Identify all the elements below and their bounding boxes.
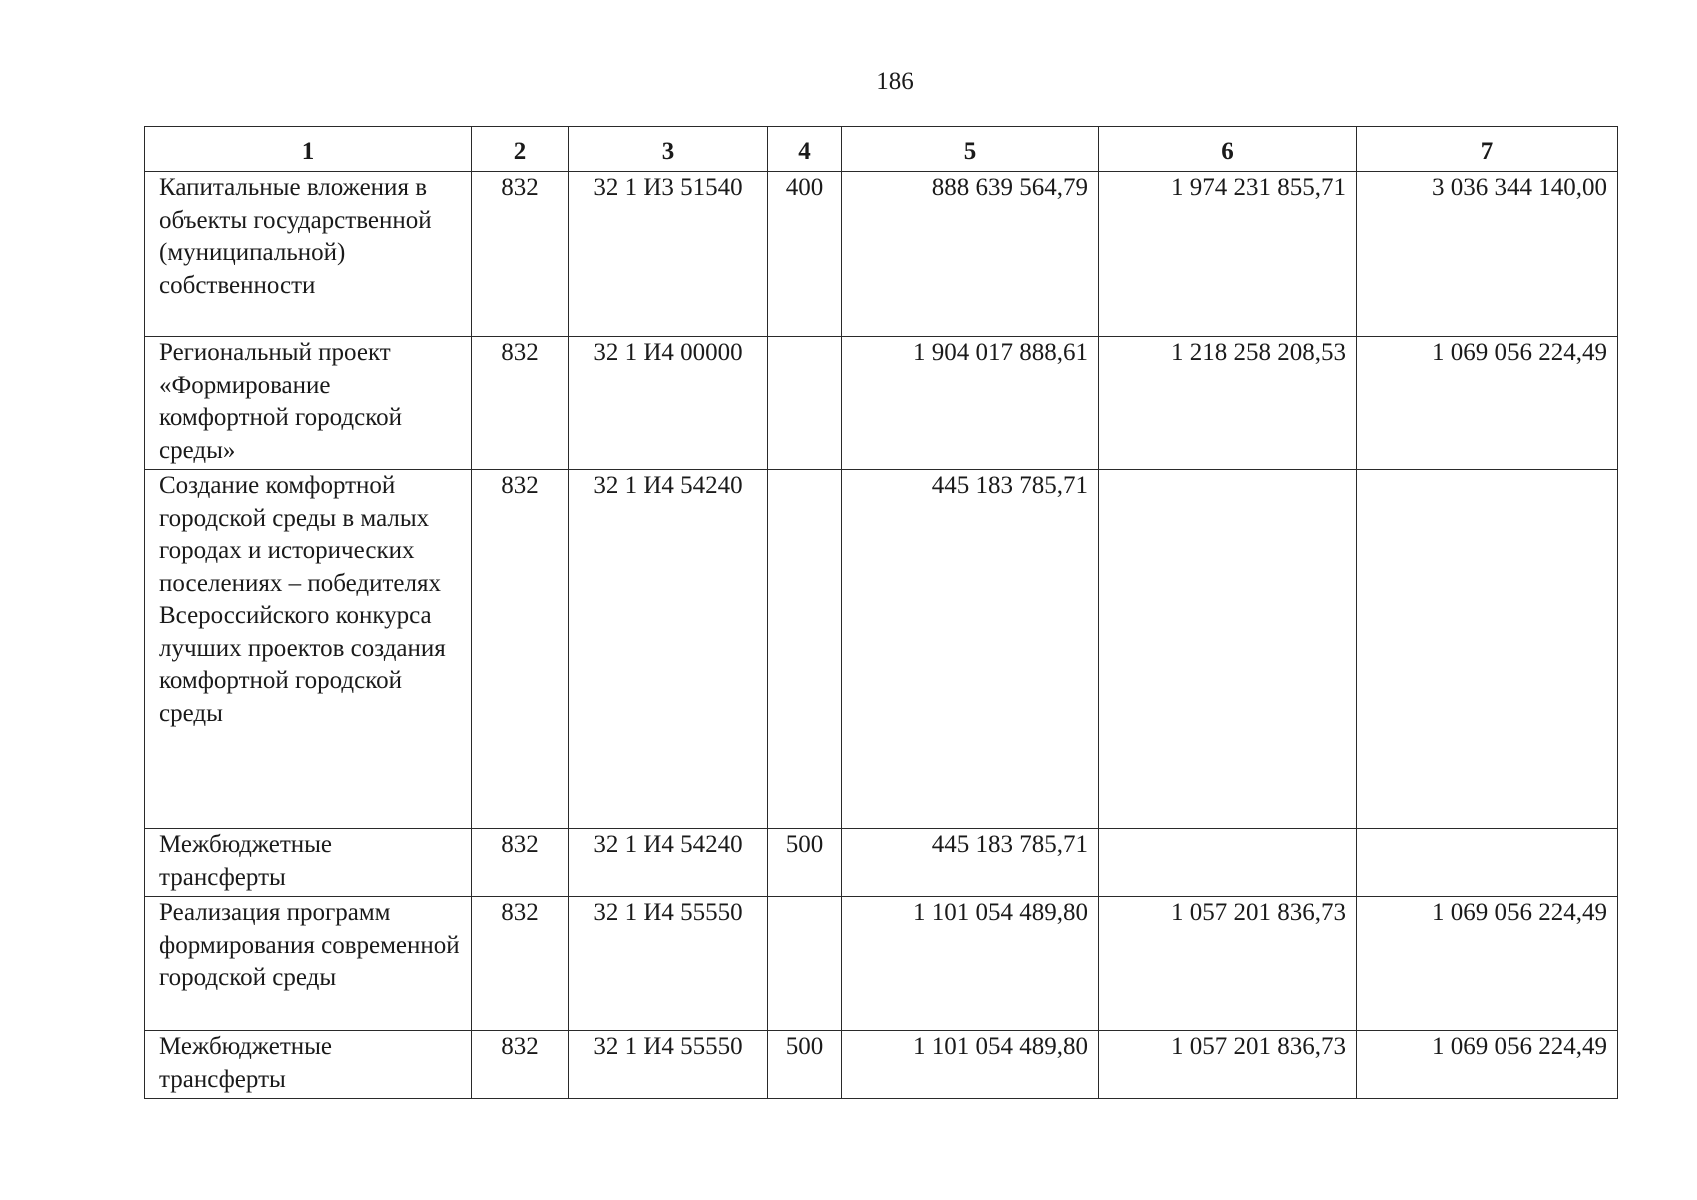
row-amount-3: 1 069 056 224,49	[1357, 1031, 1618, 1099]
row-ministry: 832	[472, 829, 569, 897]
row-expense-type: 500	[768, 829, 842, 897]
table-row	[145, 829, 1618, 897]
row-ministry: 832	[472, 897, 569, 1031]
header-row	[145, 127, 1618, 172]
row-target-code: 32 1 И4 55550	[569, 1031, 768, 1099]
row-amount-2: 1 057 201 836,73	[1099, 1031, 1357, 1099]
row-amount-1: 1 904 017 888,61	[842, 337, 1099, 470]
row-ministry: 832	[472, 337, 569, 470]
table-row	[145, 1031, 1618, 1099]
column-header-2: 2	[472, 127, 569, 172]
column-header-4: 4	[768, 127, 842, 172]
row-amount-2	[1099, 470, 1357, 829]
row-name: Межбюджетные трансферты	[145, 1031, 472, 1099]
table-row	[145, 172, 1618, 337]
row-amount-1: 1 101 054 489,80	[842, 1031, 1099, 1099]
row-expense-type: 500	[768, 1031, 842, 1099]
row-name: Региональный проект «Формирование комфортной городской среды»	[145, 337, 472, 470]
row-ministry: 832	[472, 470, 569, 829]
row-expense-type	[768, 897, 842, 1031]
row-amount-2: 1 057 201 836,73	[1099, 897, 1357, 1031]
budget-table	[144, 126, 1618, 1099]
column-header-1: 1	[145, 127, 472, 172]
row-target-code: 32 1 И4 55550	[569, 897, 768, 1031]
row-ministry: 832	[472, 172, 569, 337]
table-row	[145, 470, 1618, 829]
column-header-3: 3	[569, 127, 768, 172]
row-expense-type	[768, 337, 842, 470]
row-amount-3	[1357, 470, 1618, 829]
table-row	[145, 897, 1618, 1031]
row-amount-3: 3 036 344 140,00	[1357, 172, 1618, 337]
row-target-code: 32 1 И4 54240	[569, 829, 768, 897]
row-amount-1: 445 183 785,71	[842, 829, 1099, 897]
row-amount-1: 888 639 564,79	[842, 172, 1099, 337]
row-amount-1: 1 101 054 489,80	[842, 897, 1099, 1031]
row-name: Межбюджетные трансферты	[145, 829, 472, 897]
row-expense-type: 400	[768, 172, 842, 337]
row-name: Создание комфортной городской среды в малых городах и исторических поселениях – победителях Всероссийского конкурса лучших проектов создания комфортной городской среды	[145, 470, 472, 829]
row-amount-1: 445 183 785,71	[842, 470, 1099, 829]
table-row	[145, 337, 1618, 470]
row-amount-3: 1 069 056 224,49	[1357, 337, 1618, 470]
column-header-6: 6	[1099, 127, 1357, 172]
row-name: Реализация программ формирования современной городской среды	[145, 897, 472, 1031]
row-ministry: 832	[472, 1031, 569, 1099]
column-header-7: 7	[1357, 127, 1618, 172]
row-amount-2: 1 974 231 855,71	[1099, 172, 1357, 337]
page-number: 186	[876, 68, 914, 95]
row-amount-2: 1 218 258 208,53	[1099, 337, 1357, 470]
row-target-code: 32 1 И4 54240	[569, 470, 768, 829]
row-amount-3: 1 069 056 224,49	[1357, 897, 1618, 1031]
row-expense-type	[768, 470, 842, 829]
row-amount-2	[1099, 829, 1357, 897]
row-name: Капитальные вложения в объекты государственной (муниципальной) собственности	[145, 172, 472, 337]
row-target-code: 32 1 И3 51540	[569, 172, 768, 337]
row-amount-3	[1357, 829, 1618, 897]
column-header-5: 5	[842, 127, 1099, 172]
row-target-code: 32 1 И4 00000	[569, 337, 768, 470]
